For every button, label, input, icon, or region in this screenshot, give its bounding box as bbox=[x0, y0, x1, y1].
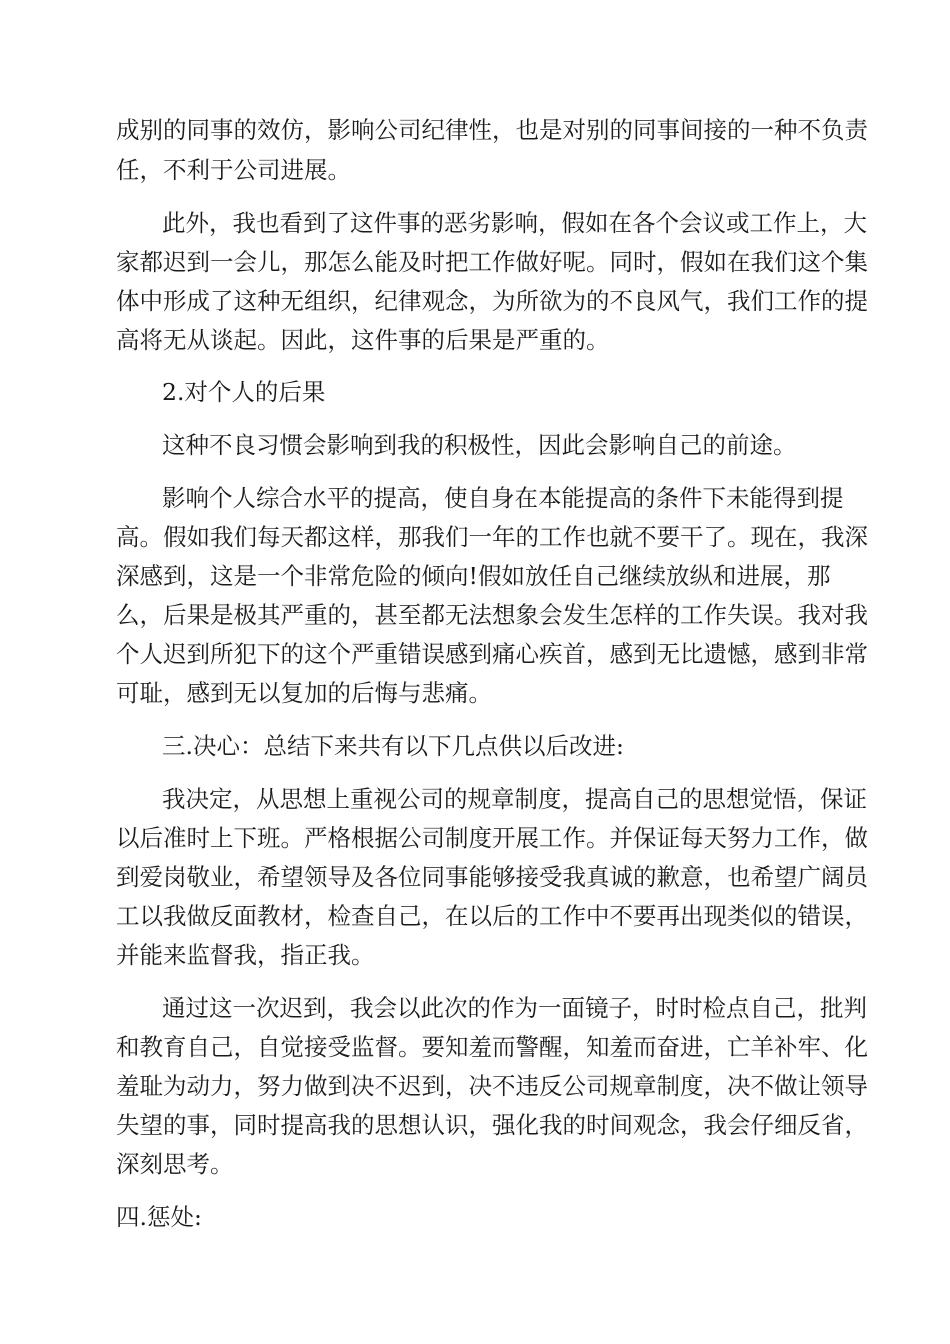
paragraph-5-line-2: 以后准时上下班。严格根据公司制度开展工作。并保证每天努力工作，做 bbox=[116, 824, 868, 852]
paragraph-6-line-3: 羞耻为动力，努力做到决不迟到，决不违反公司规章制度，决不做让领导 bbox=[116, 1072, 868, 1100]
paragraph-4-line-5: 个人迟到所犯下的这个严重错误感到痛心疾首，感到无比遗憾，感到非常 bbox=[116, 640, 868, 668]
paragraph-5-line-1: 我决定，从思想上重视公司的规章制度，提高自己的思想觉悟，保证 bbox=[162, 785, 867, 813]
paragraph-2-line-1: 此外，我也看到了这件事的恶劣影响，假如在各个会议或工作上，大 bbox=[162, 209, 867, 237]
paragraph-4-line-6: 可耻，感到无以复加的后悔与悲痛。 bbox=[116, 679, 492, 707]
paragraph-5-line-5: 并能来监督我，指正我。 bbox=[116, 941, 375, 969]
section-heading-penalty: 四.惩处: bbox=[116, 1203, 202, 1231]
paragraph-4-line-1: 影响个人综合水平的提高，使自身在本能提高的条件下未能得到提 bbox=[162, 484, 844, 512]
paragraph-6-line-5: 深刻思考。 bbox=[116, 1150, 234, 1178]
paragraph-1-line-2: 任，不利于公司进展。 bbox=[116, 156, 351, 184]
paragraph-3-line-1: 这种不良习惯会影响到我的积极性，因此会影响自己的前途。 bbox=[162, 431, 797, 459]
paragraph-4-line-3: 深感到，这是一个非常危险的倾向!假如放任自己继续放纵和进展，那 bbox=[116, 562, 831, 590]
paragraph-5-line-4: 工以我做反面教材，检查自己，在以后的工作中不要再出现类似的错误， bbox=[116, 902, 868, 930]
paragraph-1-line-1: 成别的同事的效仿，影响公司纪律性，也是对别的同事间接的一种不负责 bbox=[116, 116, 868, 144]
paragraph-2-line-2: 家都迟到一会儿，那怎么能及时把工作做好呢。同时，假如在我们这个集 bbox=[116, 248, 868, 276]
paragraph-6-line-4: 失望的事，同时提高我的思想认识，强化我的时间观念，我会仔细反省， bbox=[116, 1111, 868, 1139]
paragraph-2-line-3: 体中形成了这种无组织，纪律观念，为所欲为的不良风气，我们工作的提 bbox=[116, 287, 868, 315]
paragraph-4-line-4: 么，后果是极其严重的，甚至都无法想象会发生怎样的工作失误。我对我 bbox=[116, 601, 868, 629]
paragraph-2-line-4: 高将无从谈起。因此，这件事的后果是严重的。 bbox=[116, 326, 610, 354]
paragraph-6-line-2: 和教育自己，自觉接受监督。要知羞而警醒，知羞而奋进，亡羊补牢、化 bbox=[116, 1033, 868, 1061]
section-heading-resolve: 三.决心：总结下来共有以下几点供以后改进: bbox=[162, 732, 624, 760]
paragraph-4-line-2: 高。假如我们每天都这样，那我们一年的工作也就不要干了。现在，我深 bbox=[116, 523, 868, 551]
section-heading-personal: 2.对个人的后果 bbox=[162, 378, 326, 406]
paragraph-5-line-3: 到爱岗敬业，希望领导及各位同事能够接受我真诚的歉意，也希望广阔员 bbox=[116, 863, 868, 891]
paragraph-6-line-1: 通过这一次迟到，我会以此次的作为一面镜子，时时检点自己，批判 bbox=[162, 994, 867, 1022]
